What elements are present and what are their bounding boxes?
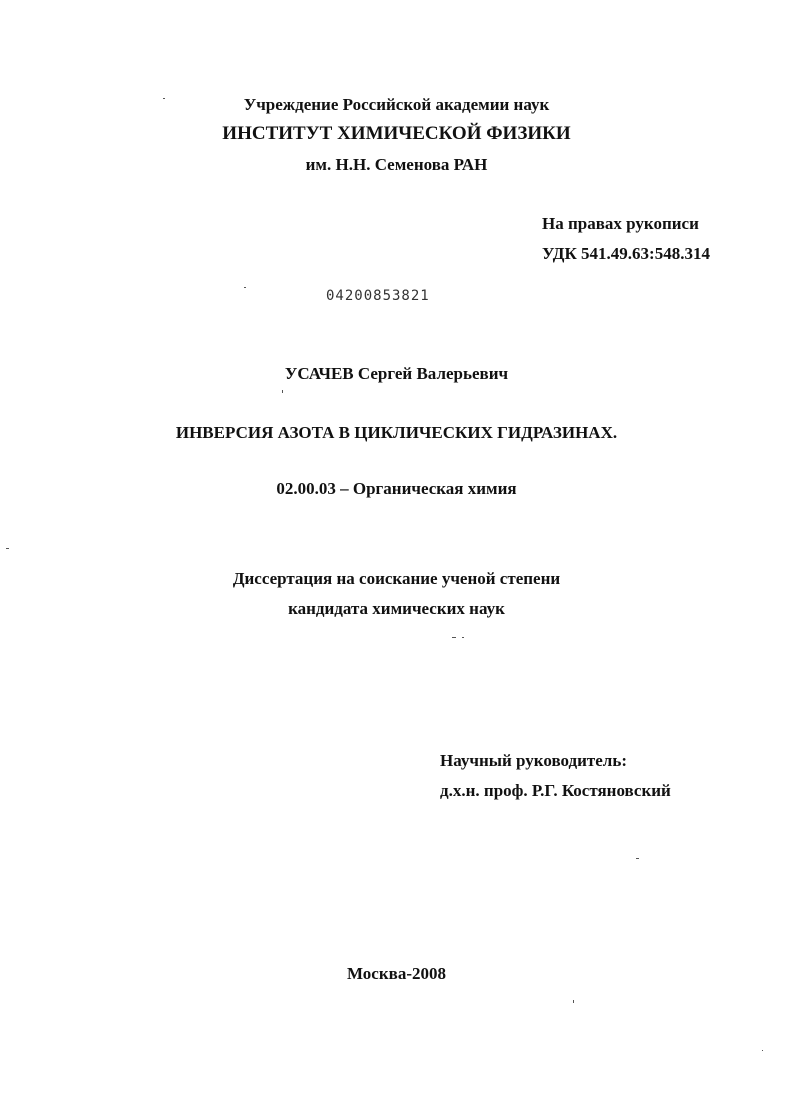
udc-code: УДК 541.49.63:548.314 <box>542 244 710 263</box>
scan-speck <box>573 1000 574 1003</box>
scan-speck <box>163 98 165 99</box>
place-year: Москва-2008 <box>346 964 446 983</box>
scan-speck <box>244 287 246 288</box>
scan-speck <box>636 858 639 859</box>
scan-speck <box>452 637 456 638</box>
scan-speck <box>6 548 9 549</box>
institute-name: ИНСТИТУТ ХИМИЧЕСКОЙ ФИЗИКИ <box>222 123 571 144</box>
archive-number: 04200853821 <box>326 288 430 304</box>
dissertation-title: ИНВЕРСИЯ АЗОТА В ЦИКЛИЧЕСКИХ ГИДРАЗИНАХ. <box>175 423 618 442</box>
supervisor-name: д.х.н. проф. Р.Г. Костяновский <box>440 781 671 800</box>
author-name: УСАЧЕВ Сергей Валерьевич <box>284 364 509 383</box>
scan-speck <box>762 1050 763 1051</box>
institution-line: Учреждение Российской академии наук <box>243 95 550 114</box>
specialty-code: 02.00.03 – Органическая химия <box>276 479 517 498</box>
scan-speck <box>462 637 464 638</box>
supervisor-label: Научный руководитель: <box>440 751 627 770</box>
degree-line-1: Диссертация на соискание ученой степени <box>232 569 561 588</box>
scan-speck <box>282 390 283 393</box>
institute-named-after: им. Н.Н. Семенова РАН <box>305 155 488 174</box>
manuscript-rights: На правах рукописи <box>542 214 699 233</box>
degree-line-2: кандидата химических наук <box>288 599 505 618</box>
